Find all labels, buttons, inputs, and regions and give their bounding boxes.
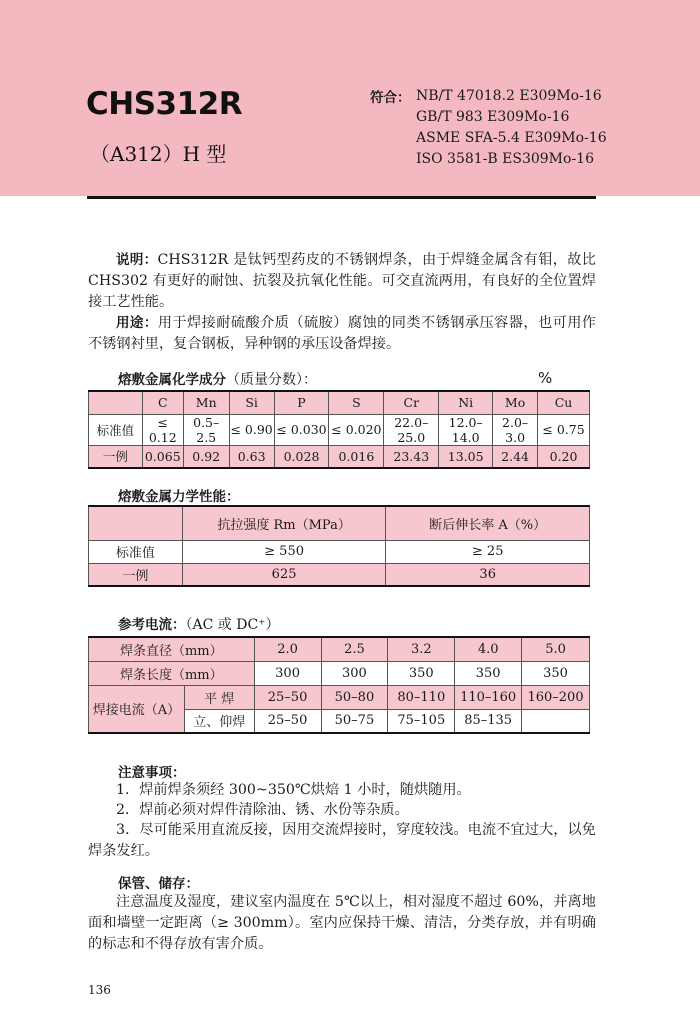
table-cell: 2.5 (321, 637, 388, 661)
table-header-cell: C (142, 391, 183, 414)
product-code: CHS312R (86, 86, 243, 122)
table-cell: 110–160 (455, 685, 522, 709)
table-row (89, 414, 590, 445)
table-header-cell: 断后伸长率 A（%） (386, 506, 590, 540)
chemical-note: （质量分数）： (226, 372, 317, 388)
current-table (88, 636, 590, 734)
table-cell: ≤ 0.75 (538, 414, 590, 445)
table-cell: 300 (321, 661, 388, 685)
standard-item: NB/T 47018.2 E309Mo-16 (416, 88, 602, 104)
table-header-cell: S (329, 391, 384, 414)
length-label: 焊条长度（mm） (89, 661, 255, 685)
current-label: 焊接电流（A） (89, 685, 185, 733)
table-cell: 12.0–14.0 (439, 414, 493, 445)
table-row (89, 540, 590, 563)
standard-item: ASME SFA-5.4 E309Mo-16 (416, 130, 607, 146)
standard-item: GB/T 983 E309Mo-16 (416, 109, 570, 125)
table-cell: ≤ 0.030 (274, 414, 329, 445)
table-row (89, 661, 590, 685)
table-cell: 0.63 (229, 445, 274, 468)
usage-paragraph (88, 313, 596, 355)
table-cell: ≥ 25 (386, 540, 590, 563)
table-cell: 3.2 (388, 637, 455, 661)
chemical-unit: % (538, 369, 553, 387)
table-header-cell: Cu (538, 391, 590, 414)
table-header-cell: Si (229, 391, 274, 414)
table-cell: 22.0–25.0 (384, 414, 439, 445)
table-cell: 350 (522, 661, 590, 685)
table-cell: 80–110 (388, 685, 455, 709)
note-item: 3．尽可能采用直流反接，因用交流焊接时，穿度较浅。电流不宜过大，以免焊条发红。 (88, 822, 596, 859)
table-cell (522, 709, 590, 733)
table-cell: 4.0 (455, 637, 522, 661)
table-cell: 一例 (89, 445, 143, 468)
table-header-cell: 抗拉强度 Rm（MPa） (182, 506, 386, 540)
mechanical-section-title: 熔敷金属力学性能： (118, 489, 240, 505)
table-cell: 350 (455, 661, 522, 685)
usage-label: 用途： (116, 315, 158, 331)
flat-label: 平 焊 (184, 685, 254, 709)
vert-label: 立、仰焊 (184, 709, 254, 733)
table-row (89, 685, 590, 709)
header-band (0, 0, 700, 196)
table-header-cell: Mo (493, 391, 538, 414)
note-item: 1．焊前焊条须经 300~350℃烘焙 1 小时，随烘随用。 (116, 782, 471, 798)
table-cell: 23.43 (384, 445, 439, 468)
table-cell: ≤ 0.020 (329, 414, 384, 445)
table-cell: 0.028 (274, 445, 329, 468)
description-text: CHS312R 是钛钙型药皮的不锈钢焊条，由于焊缝金属含有钼，故比 CHS302 有更好的耐蚀、抗裂及抗氧化性能。可交直流两用，有良好的全位置焊接工艺性能。 (88, 252, 596, 310)
note-item: 2．焊前必须对焊件清除油、锈、水份等杂质。 (116, 802, 409, 818)
table-header-row (89, 391, 590, 414)
table-row (89, 637, 590, 661)
current-note: （AC 或 DC⁺） (185, 617, 280, 633)
table-cell: 0.5–2.5 (183, 414, 229, 445)
usage-text: 用于焊接耐硫酸介质（硫胺）腐蚀的同类不锈钢承压容器，也可用作不锈钢衬里，复合钢板，异种钢的承压设备焊接。 (88, 315, 596, 352)
table-cell: 160–200 (522, 685, 590, 709)
table-cell: 50–80 (321, 685, 388, 709)
table-cell: 一例 (89, 563, 183, 586)
header-divider (87, 196, 596, 199)
storage-text: 注意温度及湿度，建议室内温度在 5℃以上，相对湿度不超过 60%，并离地面和墙壁一定距离（≥ 300mm）。室内应保持干燥、清洁，分类存放，并有明确的标志和不得存放有害介质。 (88, 894, 596, 952)
table-cell: 300 (254, 661, 321, 685)
table-header-cell (89, 391, 143, 414)
mechanical-table (88, 505, 590, 587)
table-cell: 85–135 (455, 709, 522, 733)
table-cell: 0.92 (183, 445, 229, 468)
current-section-title (118, 613, 280, 634)
table-cell: 36 (386, 563, 590, 586)
table-cell: 625 (182, 563, 386, 586)
table-header-cell: Mn (183, 391, 229, 414)
table-cell: 5.0 (522, 637, 590, 661)
chemical-title: 熔敷金属化学成分 (118, 372, 226, 388)
table-row (89, 563, 590, 586)
table-cell: 350 (388, 661, 455, 685)
standard-item: ISO 3581-B ES309Mo-16 (416, 151, 594, 167)
table-cell: 13.05 (439, 445, 493, 468)
table-cell: 2.0 (254, 637, 321, 661)
conformity-standards (416, 86, 607, 170)
table-cell: 25–50 (254, 709, 321, 733)
chemical-section-title (118, 368, 317, 389)
table-cell: 标准值 (89, 540, 183, 563)
table-cell: 标准值 (89, 414, 143, 445)
table-cell: 0.20 (538, 445, 590, 468)
table-cell: ≤ 0.12 (142, 414, 183, 445)
table-cell: 0.065 (142, 445, 183, 468)
table-header-cell: Ni (439, 391, 493, 414)
chemical-table (88, 390, 590, 469)
table-row (89, 445, 590, 468)
table-cell: 25–50 (254, 685, 321, 709)
diameter-label: 焊条直径（mm） (89, 637, 255, 661)
page-number: 136 (88, 983, 111, 997)
table-cell: ≥ 550 (182, 540, 386, 563)
product-subtitle: （A312）H 型 (90, 142, 227, 166)
table-header-cell: P (274, 391, 329, 414)
table-cell: 0.016 (329, 445, 384, 468)
table-header-row (89, 506, 590, 540)
description-paragraph (88, 250, 596, 313)
table-cell: 75–105 (388, 709, 455, 733)
storage-title: 保管、储存： (118, 876, 199, 892)
table-header-cell (89, 506, 183, 540)
description-label: 说明： (116, 252, 158, 268)
table-cell: 50–75 (321, 709, 388, 733)
table-cell: 2.0–3.0 (493, 414, 538, 445)
conformity-label: 符合： (370, 90, 411, 106)
notes-title: 注意事项： (118, 765, 186, 781)
table-header-cell: Cr (384, 391, 439, 414)
current-title: 参考电流： (118, 617, 186, 633)
table-cell: ≤ 0.90 (229, 414, 274, 445)
table-cell: 2.44 (493, 445, 538, 468)
